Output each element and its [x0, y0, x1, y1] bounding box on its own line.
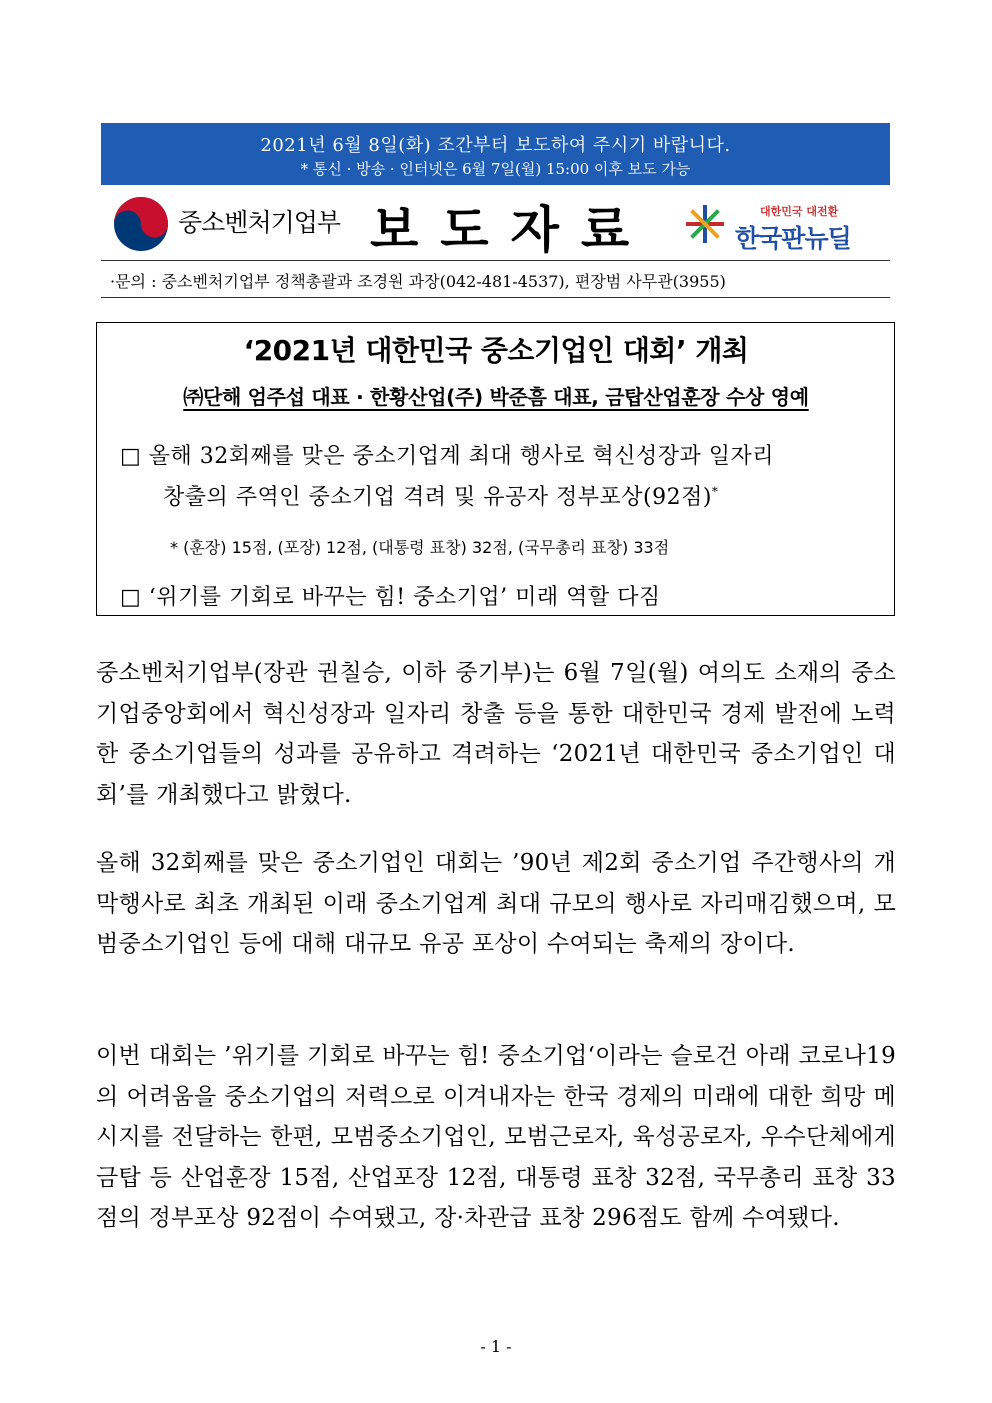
subheadline: ㈜단해 엄주섭 대표 · 한황산업(주) 박준흠 대표, 금탑산업훈장 수상 영예 — [183, 385, 809, 409]
new-deal-slogan: 대한민국 대전환 — [760, 205, 839, 218]
embargo-line-2: * 통신 · 방송 · 인터넷은 6월 7일(월) 15:00 이후 보도 가능 — [300, 160, 691, 178]
body-paragraph-1: 중소벤처기업부(장관 권칠승, 이하 중기부)는 6월 7일(월) 여의도 소재의 중소기업중앙회에서 혁신성장과 일자리 창출 등을 통한 대한민국 경제 발전에 노력한 중소기업들의 성과를 공유하고 격려하는 ‘2021년 대한민국 중소기업인 대회’를 개최했다고 밝혔다. — [96, 660, 896, 808]
body-paragraph-3: 이번 대회는 ’위기를 기회로 바꾸는 힘! 중소기업‘이라는 슬로건 아래 코로나19의 어려움을 중소기업의 저력으로 이겨내자는 한국 경제의 미래에 대한 희망 메시지를 전달하는 한편, 모범중소기업인, 모범근로자, 육성공로자, 우수단체에게 금탑 등 산업훈장 15점, 산업포장 12점, 대통령 표창 32점, 국무총리 표창 33점의 정부포상 92점이 수여됐고, 장·차관급 표창 296점도 함께 수여됐다. — [96, 1043, 896, 1231]
contact-info: ·문의 : 중소벤처기업부 정책총괄과 조경원 과장(042-481-4537), 편장범 사무관(3955) — [110, 272, 726, 291]
body-paragraph-2: 올해 32회째를 맞은 중소기업인 대회는 ’90년 제2회 중소기업 주간행사의 개막행사로 최초 개최된 이래 중소기업계 최대 규모의 행사로 자리매김했으며, 모범중소기업인 등에 대해 대규모 유공 포상이 수여되는 축제의 장이다. — [96, 850, 896, 957]
summary-bullet-2: □ ‘위기를 기회로 바꾸는 힘! 중소기업’ 미래 역할 다짐 — [120, 585, 661, 610]
new-deal-brand: 한국판뉴딜 — [735, 224, 851, 253]
footnote-mark: * — [711, 484, 719, 499]
press-release-title: 보도자료 — [370, 200, 652, 259]
header-divider-bottom — [101, 297, 890, 298]
page-number: - 1 - — [480, 1337, 512, 1356]
header-divider-top — [101, 260, 890, 261]
government-emblem-icon — [112, 195, 170, 253]
korean-new-deal-logo-icon — [684, 203, 726, 245]
summary-bullet-1-line-1: □ 올해 32회째를 맞은 중소기업계 최대 행사로 혁신성장과 일자리 — [120, 444, 775, 469]
headline: ‘2021년 대한민국 중소기업인 대회’ 개최 — [243, 334, 749, 367]
award-breakdown-footnote: * (훈장) 15점, (포장) 12점, (대통령 표창) 32점, (국무총리 표창) 33점 — [170, 538, 670, 557]
summary-bullet-1-text: 창출의 주역인 중소기업 격려 및 유공자 정부포상(92점) — [163, 485, 712, 510]
embargo-banner — [101, 123, 890, 185]
ministry-name: 중소벤처기업부 — [178, 208, 341, 237]
embargo-line-1: 2021년 6월 8일(화) 조간부터 보도하여 주시기 바랍니다. — [260, 135, 731, 156]
summary-bullet-1-line-2 — [163, 480, 718, 511]
